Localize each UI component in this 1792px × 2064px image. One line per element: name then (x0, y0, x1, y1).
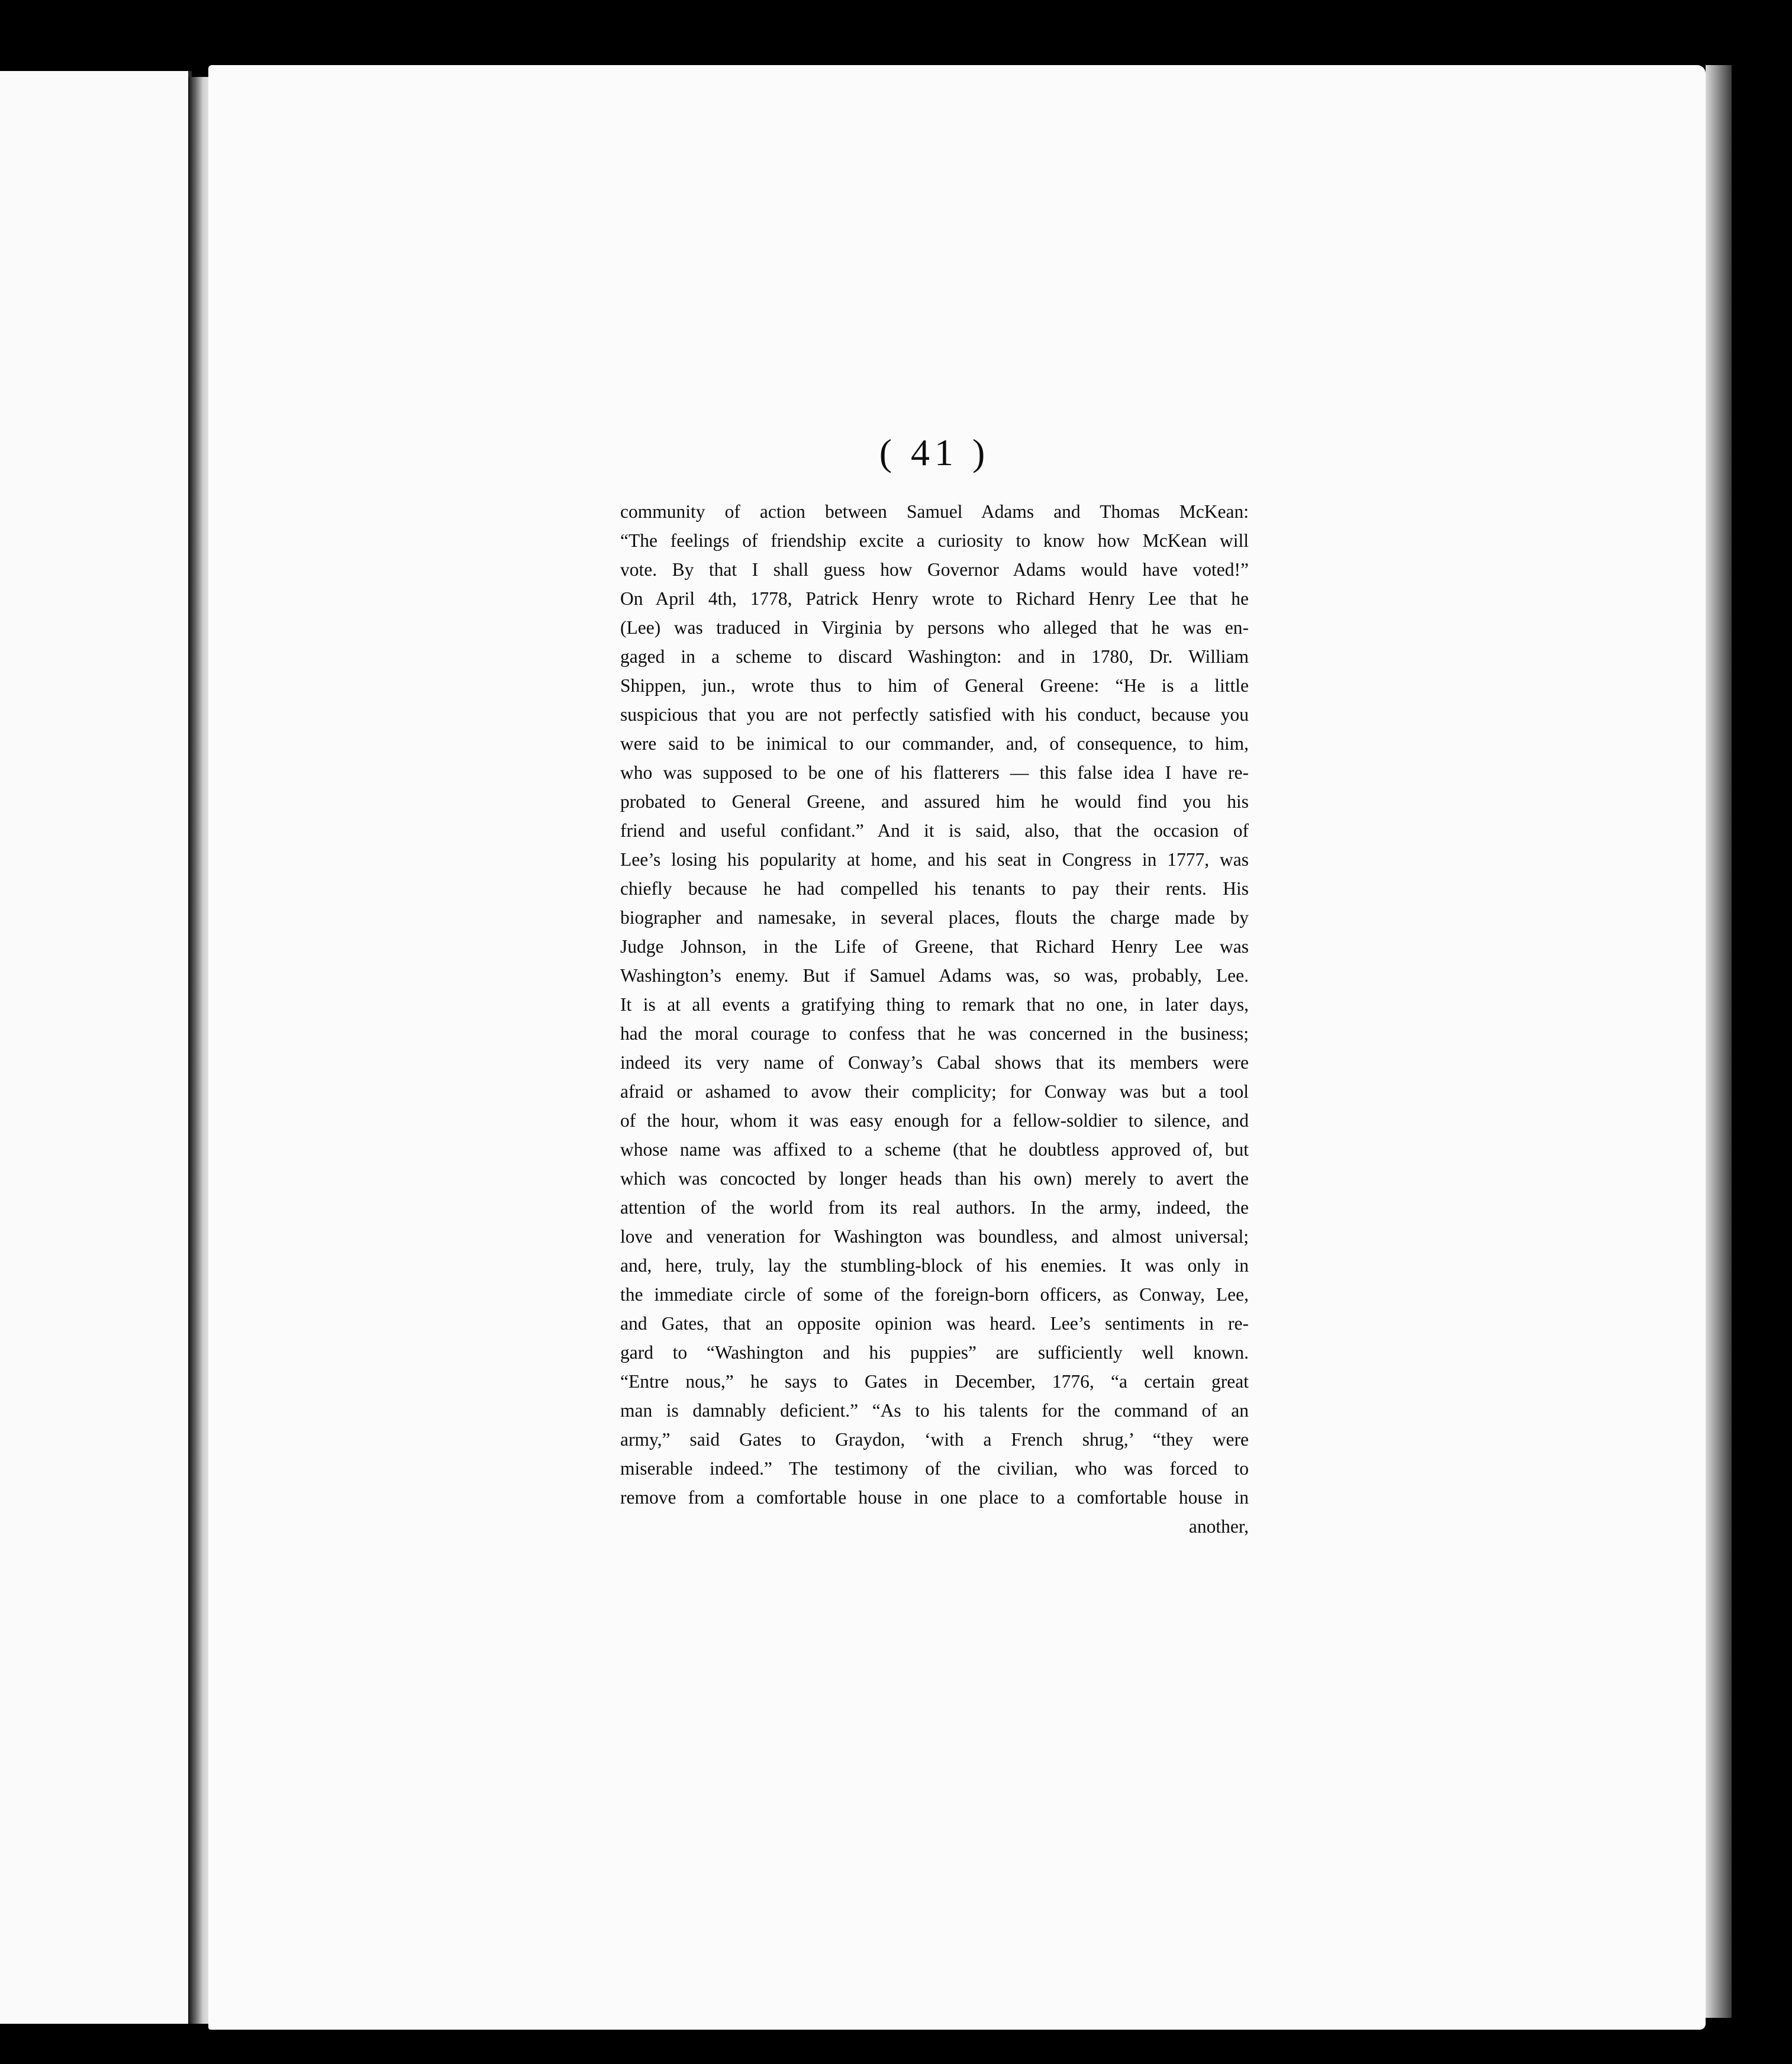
text-line: Washington’s enemy. But if Samuel Adams was, so was, probably, Lee. (620, 965, 1249, 986)
text-line: and, here, truly, lay the stumbling-block of his enemies. It was only in (620, 1255, 1249, 1276)
text-line: It is at all events a gratifying thing to remark that no one, in later days, (620, 994, 1249, 1015)
text-line: man is damnably deficient.” “As to his talents for the command of an (620, 1400, 1249, 1421)
text-line: love and veneration for Washington was boundless, and almost universal; (620, 1226, 1249, 1247)
text-line: gard to “Washington and his puppies” are sufficiently well known. (620, 1342, 1249, 1363)
text-line: indeed its very name of Conway’s Cabal shows that its members were (620, 1052, 1249, 1073)
text-line: remove from a comfortable house in one place to a comfortable house in (620, 1487, 1249, 1508)
page-fore-edge (1706, 65, 1732, 2018)
text-line: attention of the world from its real authors. In the army, indeed, the (620, 1197, 1249, 1218)
catchword: another, (1188, 1516, 1249, 1537)
text-line: biographer and namesake, in several places, flouts the charge made by (620, 907, 1249, 928)
text-line: afraid or ashamed to avow their complicity; for Conway was but a tool (620, 1081, 1249, 1102)
text-line: community of action between Samuel Adams and Thomas McKean: (620, 501, 1249, 522)
text-line: and Gates, that an opposite opinion was heard. Lee’s sentiments in re- (620, 1313, 1249, 1334)
text-line: On April 4th, 1778, Patrick Henry wrote to Richard Henry Lee that he (620, 588, 1249, 609)
text-line: gaged in a scheme to discard Washington: and in 1780, Dr. William (620, 646, 1249, 667)
text-line: Shippen, jun., wrote thus to him of General Greene: “He is a little (620, 675, 1249, 696)
text-line: “Entre nous,” he says to Gates in December, 1776, “a certain great (620, 1371, 1249, 1392)
page-number: ( 41 ) (879, 431, 990, 473)
text-line: friend and useful confidant.” And it is said, also, that the occasion of (620, 820, 1249, 841)
text-line: whose name was affixed to a scheme (that he doubtless approved of, but (620, 1139, 1249, 1160)
text-line: who was supposed to be one of his flatterers — this false idea I have re- (620, 762, 1249, 783)
text-line: miserable indeed.” The testimony of the civilian, who was forced to (620, 1458, 1249, 1479)
text-line: suspicious that you are not perfectly satisfied with his conduct, because you (620, 704, 1249, 725)
text-line: were said to be inimical to our commander, and, of consequence, to him, (620, 733, 1249, 754)
text-line: the immediate circle of some of the foreign-born officers, as Conway, Lee, (620, 1284, 1249, 1305)
text-line: had the moral courage to confess that he was concerned in the business; (620, 1023, 1249, 1044)
text-line: probated to General Greene, and assured him he would find you his (620, 791, 1249, 812)
text-line: which was concocted by longer heads than his own) merely to avert the (620, 1168, 1249, 1189)
text-line: (Lee) was traduced in Virginia by persons who alleged that he was en- (620, 617, 1249, 638)
text-line: Lee’s losing his popularity at home, and his seat in Congress in 1777, was (620, 849, 1249, 870)
text-line: vote. By that I shall guess how Governor Adams would have voted!” (620, 559, 1249, 580)
text-line: Judge Johnson, in the Life of Greene, that Richard Henry Lee was (620, 936, 1249, 957)
text-line: of the hour, whom it was easy enough for a fellow-soldier to silence, and (620, 1110, 1249, 1131)
text-line: army,” said Gates to Graydon, ‘with a French shrug,’ “they were (620, 1429, 1249, 1450)
text-line: “The feelings of friendship excite a curiosity to know how McKean will (620, 530, 1249, 551)
facing-page-edge (0, 71, 192, 2024)
text-line: chiefly because he had compelled his tenants to pay their rents. His (620, 878, 1249, 899)
